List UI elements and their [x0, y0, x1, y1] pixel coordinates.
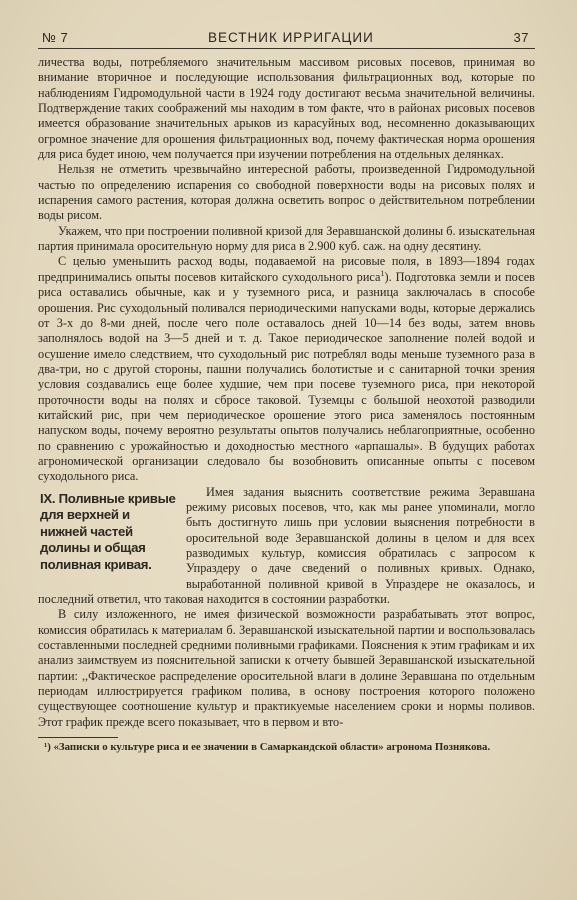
footnote-divider: [38, 737, 118, 738]
paragraph-evaporation: Нельзя не отметить чрезвычайно интересной работы, произведенной Гидромодульной частью по определению испарения со свободной поверхности воды на рисовых полях и испарения самого растения, которая должна осветить вопрос о действительном потреблении воды рисом.: [38, 162, 535, 223]
section-heading: IX. Поливные кривые для верхней и нижней частей долины и общая поливная кривая.: [40, 490, 176, 572]
paragraph-irrigation-norm: Укажем, что при построении поливной кризой для Зеравшанской долины б. изыскательная партия принимала оросительную норму для риса в 2.900 куб. саж. на одну десятину.: [38, 223, 536, 254]
page-number: 37: [513, 30, 529, 45]
paragraph-dry-rice-start: С целью уменьшить расход воды, подаваемой на рисовые поля, в 1893—1894 годах предпринимались опыты посевов китайского суходольного риса: [38, 254, 535, 284]
footnote: ¹) «Записки о культуре риса и ее значении в Самаркандской области» агронома Познякова.: [44, 741, 491, 754]
footnote-reference: 1: [380, 268, 385, 278]
paragraph-dry-rice-rest: ). Подготовка земли и посев риса оставались обычные, как и у туземного риса, и разница заключалась в способе орошения. Рис суходольный поливался периодическими напусками воды, которые держались от 3-х до 8-ми дней, после чего поле оставалось дней 10—14 без воды, затем вновь заполнялось водой на 3—5 дней и т. д. Такое периодическое заполнение полей водой и осушение имело следствием, что суходольный рис потреблял воды меньше туземного раза в два-три, но с другой стороны, пашни получались болотистые и с санитарной точки зрения условия создавались еще более худшие, чем при посеве туземного риса, при некоторой проточности воды на полях и сбросе таковой. Туземцы с большой неохотой разводили китайский рис, при чем периодическое орошение этого риса заменялось постоянным напуском воды, почему вероятно результаты опытов получались неблагоприятные, особенно по сравнению с урожайностью и доходностью местного «арпашалы». В будущих работах агрономической организации следовало бы возобновить описанные опыты с посевом суходольного риса.: [38, 269, 535, 484]
article-body: [38, 55, 535, 754]
issue-number: № 7: [42, 30, 69, 45]
running-header: [38, 30, 535, 49]
paragraph-continuation: личества воды, потребляемого значительным массивом рисовых посевов, принимая во внимание вторичное и последующие использования фильтрационных вод, которые по наблюдениям Гидромодульной части в 1924 году достигают весьма значительной величины. Подтверждение таких соображений мы находим в том факте, что в районах рисовых посевов имеется образование значительных арыков из карасуйных вод, несомненно доказывающих огромное значение для орошения фильтрационных вод, почему фактическая норма орошения для риса будет иною, чем получается при изучении потребления на отдельных делянках.: [38, 55, 535, 162]
journal-title: ВЕСТНИК ИРРИГАЦИИ: [207, 30, 374, 45]
paragraph-graphs: В силу изложенного, не имея физической возможности разрабатывать этот вопрос, комиссия обратилась к материалам б. Зеравшанской изыскательной партии и воспользовалась составленными последней средними поливными графиками. Пояснения к этим графикам и их анализ заимствуем из пояснительной записки к отчету бывшей Зеравшанской изыскательной партии: ,,Фактическое распределение оросительной влаги в долине Зеравшана по отдельным периодам иллюстрируется графиком полива, в основу построения которого положено существующее соотношение культур и практикуемые населением сроки и нормы поливов. Этот график прежде всего показывает, что в первом и вто-: [38, 607, 535, 729]
paragraph-dry-rice: [38, 254, 535, 484]
paragraph-section-ix: Имея задания выяснить соответствие режима Зеравшана режиму рисовых посевов, что, как мы ранее упоминали, могло быть достигнуто лишь при условии выяснения потребности в оросительной воде Зеравшанской долины в целом и для всех разводимых культур, комиссия обратилась с запросом к Упраздеру о даче сведений о поливных кривых. Однако, выработанной поливной кривой в Упраздере не оказалось, и последний ответил, что таковая находится в состоянии разработки.: [38, 484, 535, 607]
